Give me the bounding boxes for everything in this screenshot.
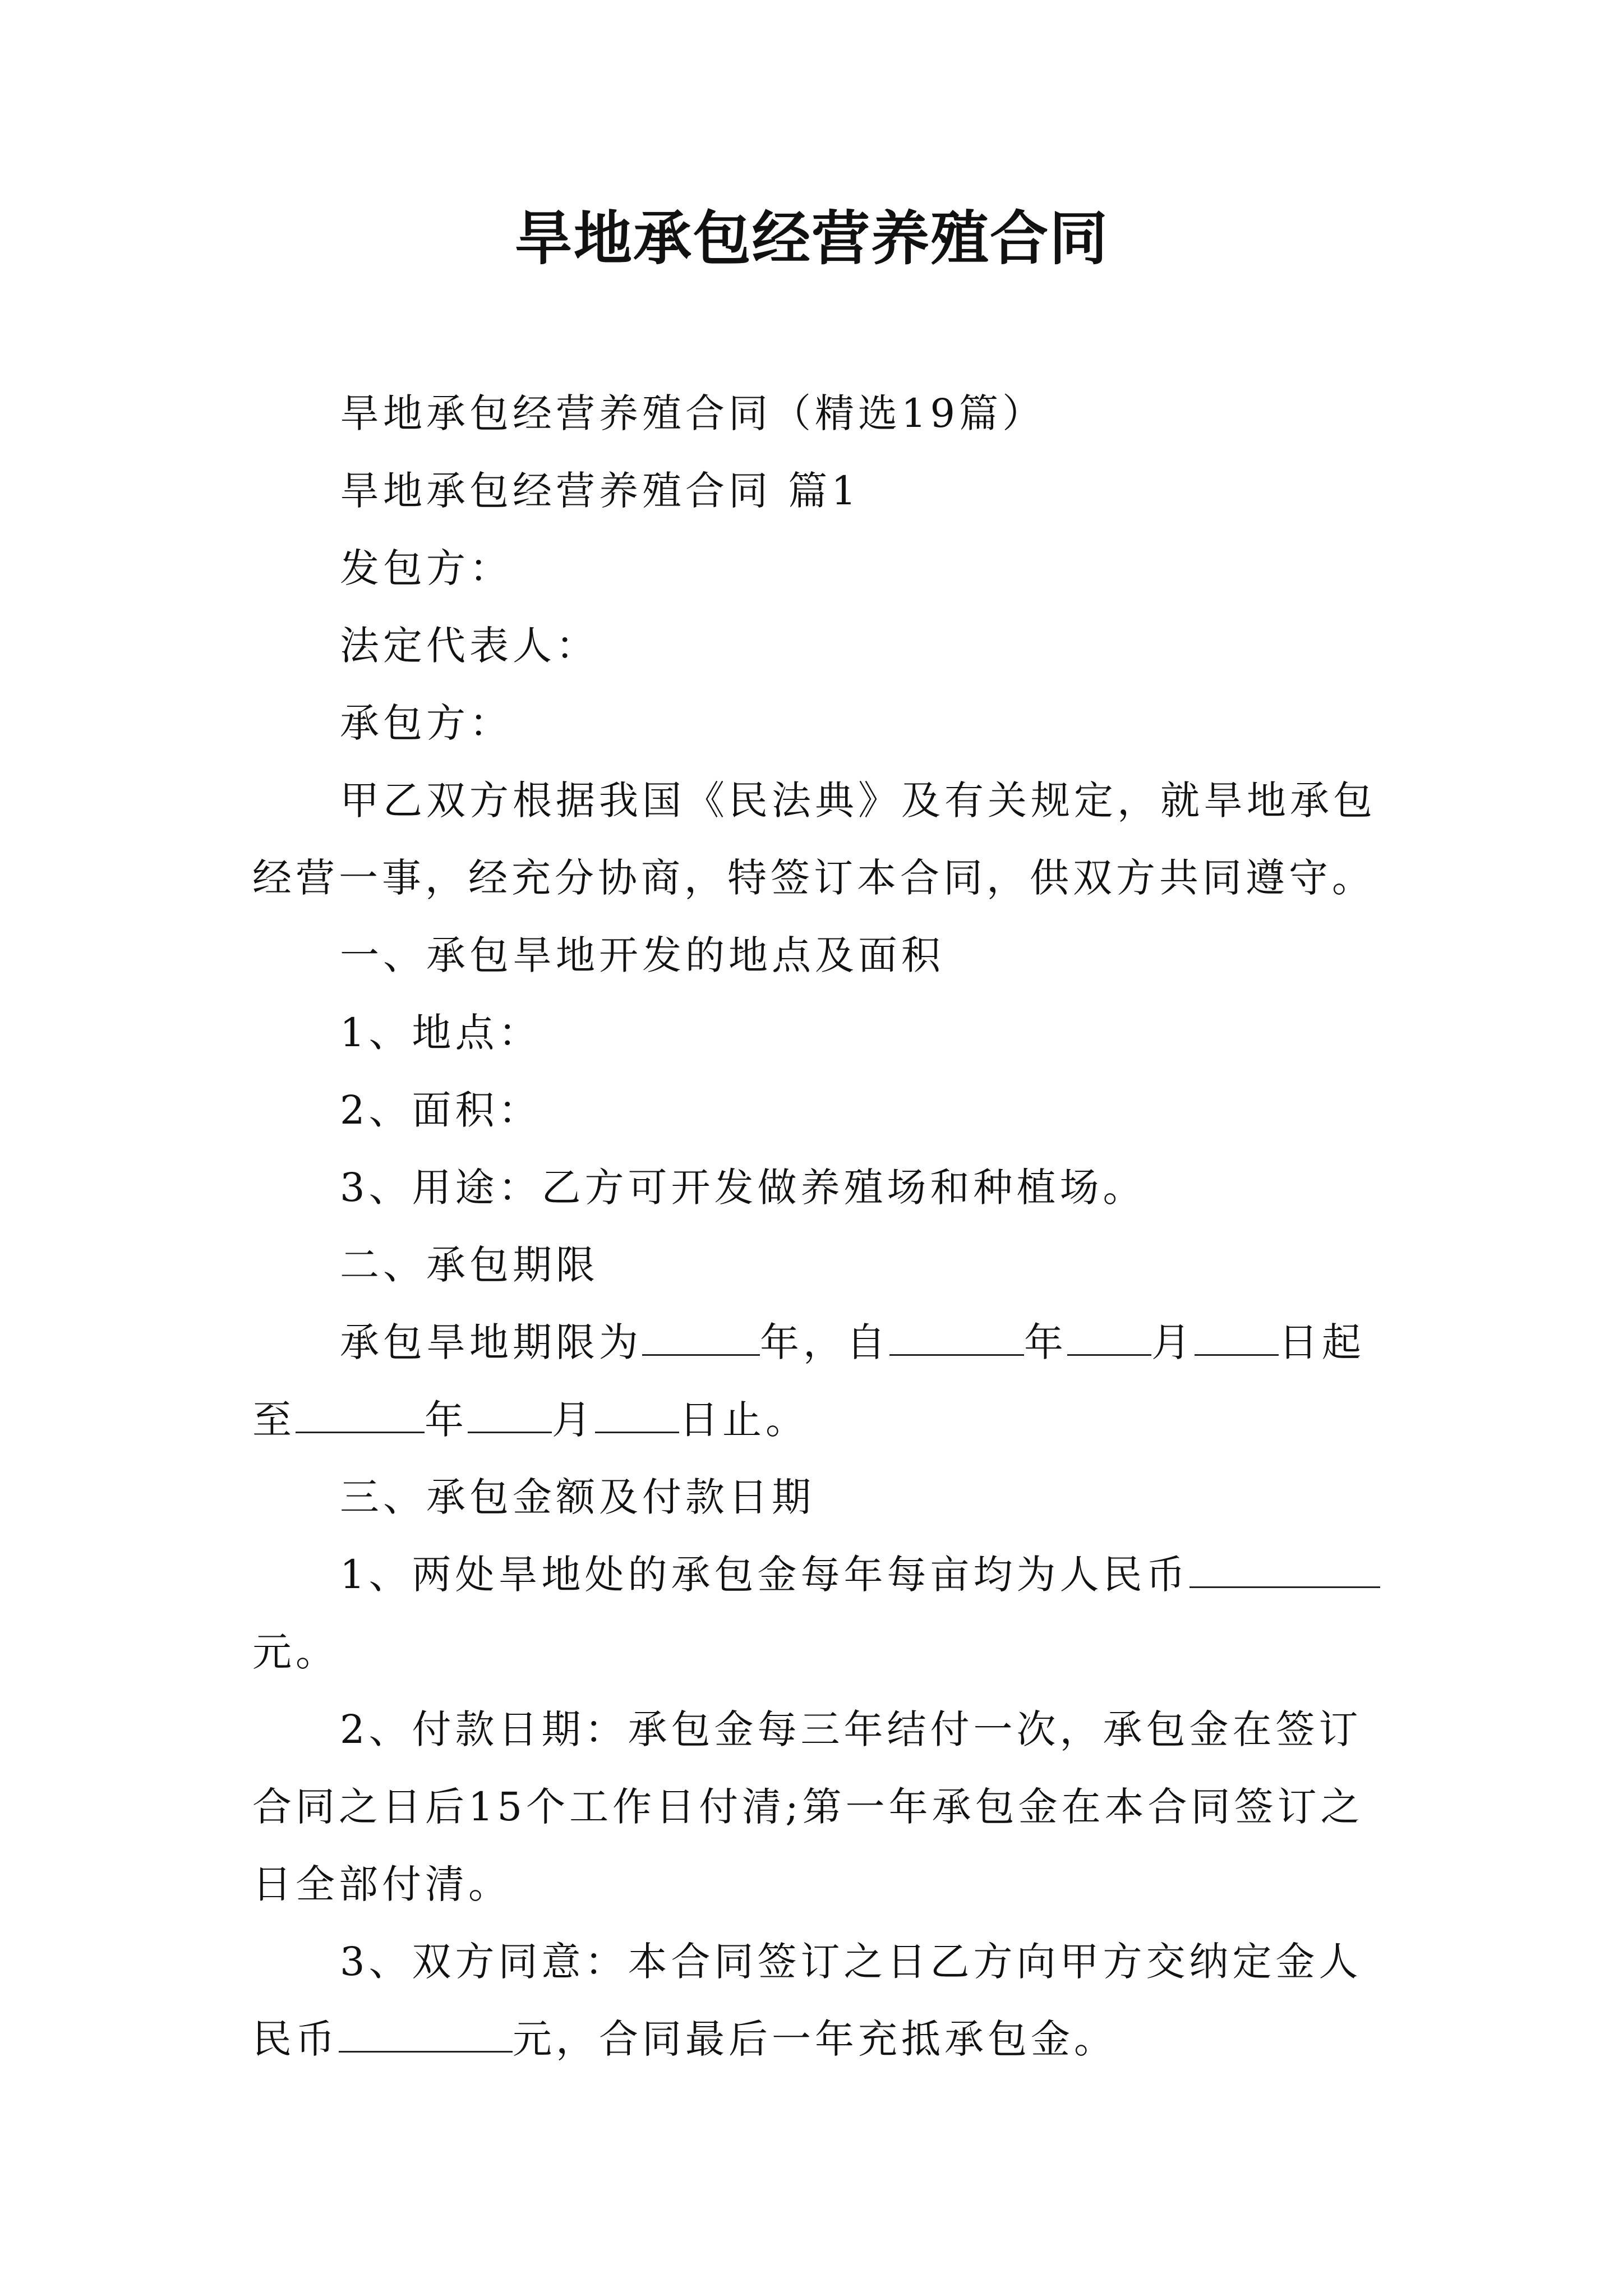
subtitle-paragraph: 旱地承包经营养殖合同（精选19篇） [340,390,1046,436]
term-text-7: 月 [552,1397,595,1443]
start-month-blank [1067,1322,1151,1356]
section-1-heading: 一、承包旱地开发的地点及面积 [340,932,944,978]
legal-representative-line: 法定代表人： [340,623,599,669]
fee-amount-blank [1189,1554,1380,1588]
term-text-5: 日起至 [252,1319,1365,1443]
fee-text-after: 元。 [252,1629,339,1675]
start-day-blank [1195,1322,1279,1356]
term-paragraph [252,1304,1389,1458]
location-line: 1、地点： [340,1010,542,1056]
end-month-blank [468,1399,552,1433]
document-title: 旱地承包经营养殖合同 [514,204,1109,273]
party-a-line: 发包方： [340,545,513,591]
term-text-6: 年 [425,1397,468,1443]
document-body [252,375,1389,2078]
end-year-blank [296,1399,425,1433]
section-3-heading: 三、承包金额及付款日期 [340,1474,815,1520]
start-year-blank [889,1322,1024,1356]
party-b-line: 承包方： [340,700,513,746]
term-text-4: 月 [1151,1319,1195,1365]
area-line: 2、面积： [340,1087,542,1133]
term-text-2: 年，自 [760,1319,889,1365]
article-heading: 旱地承包经营养殖合同 篇1 [340,468,860,514]
deposit-amount-blank [339,2018,513,2053]
term-years-blank [642,1322,760,1356]
term-text-1: 承包旱地期限为 [340,1319,642,1365]
fee-text-before: 1、两处旱地处的承包金每年每亩均为人民币 [340,1552,1189,1598]
end-day-blank [595,1399,679,1433]
deposit-text-before: 3、双方同意：本合同签订之日乙方向甲方交纳定金人民币 [252,1939,1362,2062]
preamble-paragraph: 甲乙双方根据我国《民法典》及有关规定，就旱地承包经营一事，经充分协商，特签订本合同，供双方共同遵守。 [252,777,1376,901]
deposit-text-after: 元，合同最后一年充抵承包金。 [513,2016,1117,2062]
deposit-paragraph [252,1923,1389,2078]
fee-paragraph [252,1536,1389,1691]
usage-line: 3、用途：乙方可开发做养殖场和种植场。 [340,1165,1146,1211]
section-2-heading: 二、承包期限 [340,1242,599,1288]
payment-date-paragraph: 2、付款日期：承包金每三年结付一次，承包金在签订合同之日后15个工作日付清;第一年承包金在本合同签订之日全部付清。 [252,1706,1364,1907]
term-text-3: 年 [1024,1319,1067,1365]
term-text-8: 日止。 [679,1397,809,1443]
